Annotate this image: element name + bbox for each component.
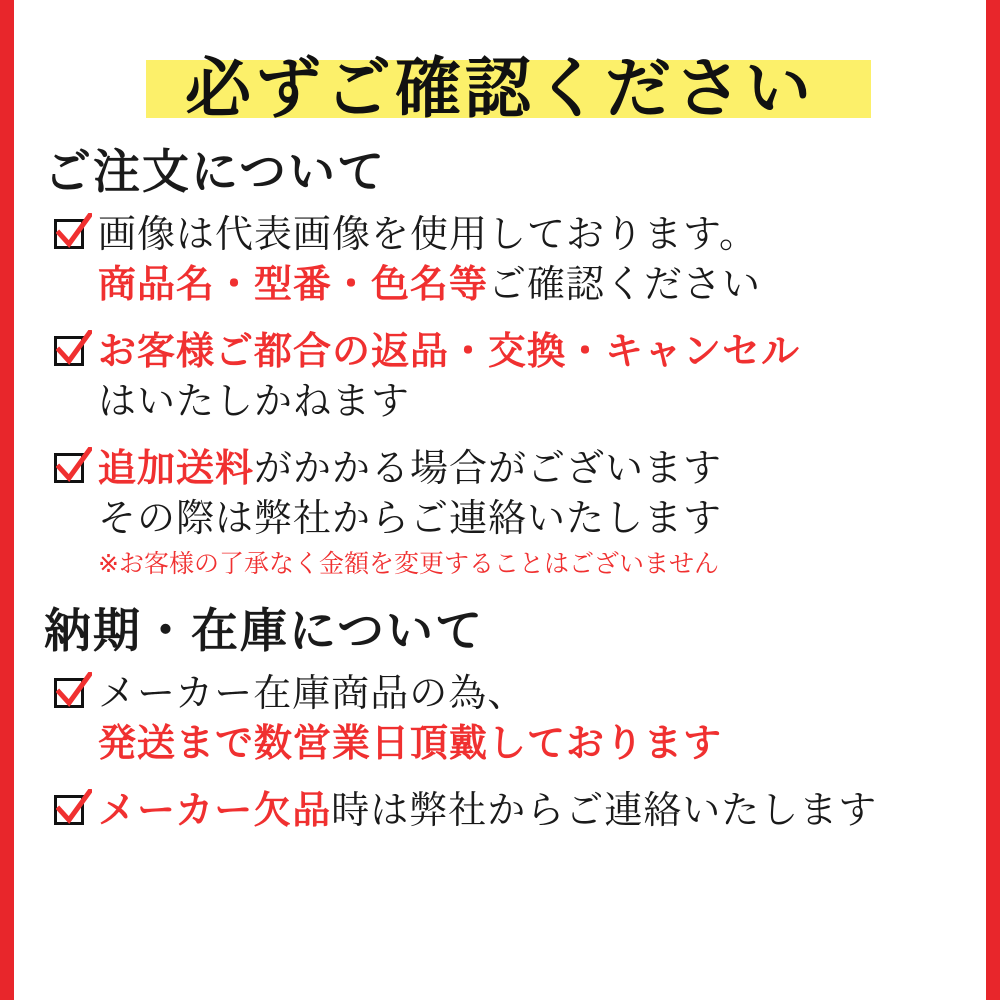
body-text: がかかる場合がございます bbox=[254, 445, 723, 490]
section-heading: ご注文について bbox=[44, 145, 387, 200]
checkbox-checked-icon bbox=[52, 215, 92, 255]
notice-line bbox=[98, 443, 986, 494]
body-text: 画像は代表画像を使用しております。 bbox=[98, 211, 758, 256]
checkbox-checked-icon bbox=[52, 791, 92, 831]
notice-item-text bbox=[98, 209, 986, 310]
notice-line bbox=[98, 718, 986, 769]
body-text: はいたしかねます bbox=[98, 379, 411, 424]
left-red-bar bbox=[0, 0, 14, 1000]
check-mark-icon bbox=[56, 672, 92, 712]
page-title: 必ずご確認ください bbox=[185, 50, 815, 127]
checkbox-checked-icon bbox=[52, 449, 92, 489]
page-title-block bbox=[14, 34, 986, 144]
notice-item-text bbox=[98, 785, 986, 836]
notice-line bbox=[98, 259, 986, 310]
section-heading: 納期・在庫について bbox=[44, 603, 485, 659]
notice-item bbox=[52, 326, 986, 427]
notice-item-text bbox=[98, 443, 986, 581]
body-text: その際は弊社からご連絡いたします bbox=[98, 496, 723, 541]
notice-line bbox=[98, 376, 986, 427]
notice-line bbox=[98, 209, 986, 260]
notice-line bbox=[98, 668, 986, 719]
right-red-bar bbox=[986, 0, 1000, 1000]
notice-item-text bbox=[98, 668, 986, 769]
emphasis-text: メーカー欠品 bbox=[98, 787, 332, 832]
emphasis-text: お客様ご都合の返品・交換・キャンセル bbox=[98, 328, 801, 373]
notice-item bbox=[52, 209, 986, 310]
check-mark-icon bbox=[56, 330, 92, 370]
notice-footnote: ※お客様の了承なく金額を変更することはございません bbox=[98, 548, 719, 578]
emphasis-text: 追加送料 bbox=[98, 445, 255, 490]
checkbox-checked-icon bbox=[52, 674, 92, 714]
notice-page bbox=[14, 0, 986, 1000]
body-text: メーカー在庫商品の為、 bbox=[98, 670, 527, 715]
notice-item-text bbox=[98, 326, 986, 427]
emphasis-text: 商品名・型番・色名等 bbox=[98, 262, 489, 307]
body-text: ご確認ください bbox=[488, 262, 762, 307]
notice-item bbox=[52, 443, 986, 581]
notice-item bbox=[52, 785, 986, 836]
check-mark-icon bbox=[56, 447, 92, 487]
check-mark-icon bbox=[56, 213, 92, 253]
body-text: 時は弊社からご連絡いたします bbox=[331, 787, 878, 832]
notice-line bbox=[98, 493, 986, 544]
checkbox-checked-icon bbox=[52, 332, 92, 372]
notice-line bbox=[98, 785, 986, 836]
notice-line bbox=[98, 326, 986, 377]
notice-item bbox=[52, 668, 986, 769]
emphasis-text: 発送まで数営業日頂戴しております bbox=[98, 721, 723, 766]
check-mark-icon bbox=[56, 789, 92, 829]
sections-root bbox=[14, 144, 986, 835]
